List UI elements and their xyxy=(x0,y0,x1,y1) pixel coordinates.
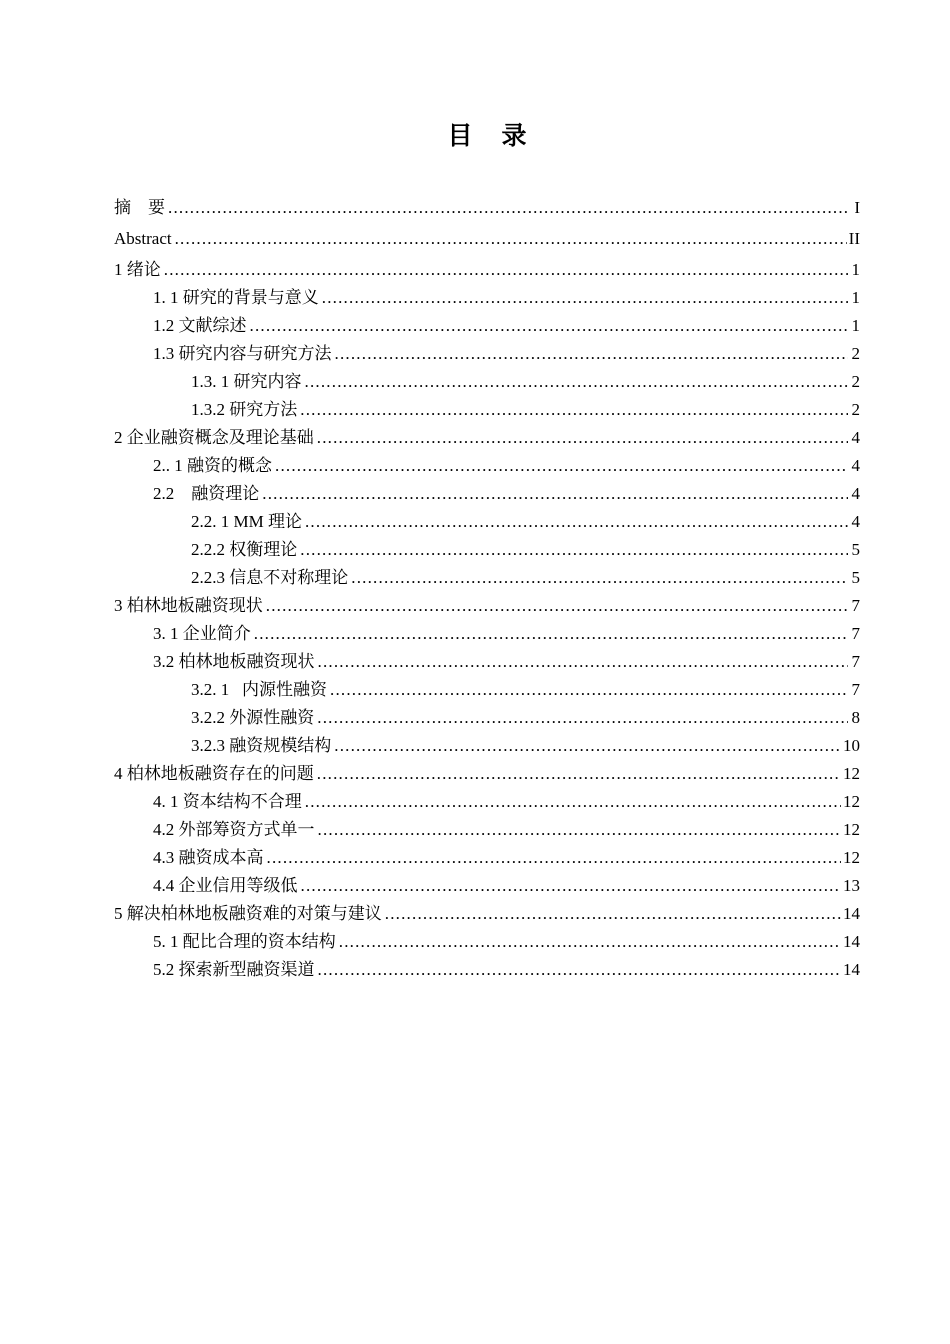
toc-entry-label: 3.2. 1 内源性融资 xyxy=(191,680,327,699)
toc-entry-section-4-4[interactable] xyxy=(114,872,860,900)
toc-entry-page: 7 xyxy=(851,596,860,615)
toc-entry-label: 1 绪论 xyxy=(114,260,161,279)
toc-leader-dots xyxy=(318,648,849,676)
toc-entry-label: 2 企业融资概念及理论基础 xyxy=(114,428,314,447)
toc-entry-label: 2.2.3 信息不对称理论 xyxy=(191,568,349,587)
toc-leader-dots xyxy=(334,732,841,760)
toc-entry-label: 3.2.2 外源性融资 xyxy=(191,708,315,727)
toc-entry-label: 4 柏林地板融资存在的问题 xyxy=(114,764,314,783)
toc-entry-label: 1.2 文献综述 xyxy=(153,316,247,335)
toc-leader-dots xyxy=(339,928,841,956)
toc-entry-abstract-cn[interactable] xyxy=(114,194,860,222)
toc-leader-dots xyxy=(250,312,849,340)
toc-entry-label: 1.3 研究内容与研究方法 xyxy=(153,344,332,363)
toc-entry-section-1-3-1[interactable] xyxy=(114,368,860,396)
toc-entry-page: 5 xyxy=(851,568,860,587)
toc-entry-page: 8 xyxy=(851,708,860,727)
toc-entry-page: 7 xyxy=(851,624,860,643)
toc-entry-page: 4 xyxy=(851,428,860,447)
toc-leader-dots xyxy=(335,340,849,368)
toc-entry-section-3-2-3[interactable] xyxy=(114,732,860,760)
toc-entry-section-1-1[interactable] xyxy=(114,284,860,312)
toc-entry-page: 12 xyxy=(843,848,860,867)
toc-leader-dots xyxy=(300,396,848,424)
toc-leader-dots xyxy=(275,452,848,480)
toc-entry-section-3-2-1[interactable] xyxy=(114,676,860,704)
toc-entry-abstract-en[interactable] xyxy=(114,225,860,253)
toc-entry-page: 14 xyxy=(843,960,860,979)
toc-entry-label: 摘 要 xyxy=(114,198,165,217)
toc-entry-section-1-3-2[interactable] xyxy=(114,396,860,424)
toc-entry-section-2-2-1[interactable] xyxy=(114,508,860,536)
toc-entry-page: 1 xyxy=(851,316,860,335)
toc-entry-label: 4. 1 资本结构不合理 xyxy=(153,792,302,811)
toc-entry-section-5-2[interactable] xyxy=(114,956,860,984)
toc-entry-label: 5. 1 配比合理的资本结构 xyxy=(153,932,336,951)
table-of-contents xyxy=(114,194,860,984)
toc-entry-page: 2 xyxy=(851,344,860,363)
toc-entry-section-2-2-3[interactable] xyxy=(114,564,860,592)
toc-entry-label: Abstract xyxy=(114,229,172,248)
toc-entry-section-4-3[interactable] xyxy=(114,844,860,872)
toc-entry-section-3-1[interactable] xyxy=(114,620,860,648)
toc-entry-label: 2.2. 1 MM 理论 xyxy=(191,512,302,531)
toc-entry-page: 12 xyxy=(843,764,860,783)
toc-entry-section-2-2[interactable] xyxy=(114,480,860,508)
toc-entry-page: 7 xyxy=(851,680,860,699)
toc-entry-page: 7 xyxy=(851,652,860,671)
toc-entry-section-1-2[interactable] xyxy=(114,312,860,340)
toc-leader-dots xyxy=(266,592,848,620)
toc-leader-dots xyxy=(267,844,842,872)
toc-entry-chapter-3[interactable] xyxy=(114,592,860,620)
toc-entry-label: 1.3. 1 研究内容 xyxy=(191,372,302,391)
toc-entry-page: 13 xyxy=(843,876,860,895)
toc-leader-dots xyxy=(301,872,842,900)
toc-leader-dots xyxy=(317,760,841,788)
toc-entry-section-4-2[interactable] xyxy=(114,816,860,844)
toc-entry-page: 4 xyxy=(851,512,860,531)
page-title: 目 录 xyxy=(447,121,529,150)
toc-entry-page: 4 xyxy=(851,484,860,503)
toc-entry-page: I xyxy=(854,198,860,217)
toc-leader-dots xyxy=(254,620,848,648)
toc-leader-dots xyxy=(262,480,848,508)
toc-leader-dots xyxy=(300,536,848,564)
toc-entry-page: 10 xyxy=(843,736,860,755)
toc-leader-dots xyxy=(168,194,848,222)
toc-entry-page: 2 xyxy=(851,372,860,391)
toc-entry-chapter-5[interactable] xyxy=(114,900,860,928)
toc-entry-section-4-1[interactable] xyxy=(114,788,860,816)
toc-leader-dots xyxy=(351,564,848,592)
toc-entry-label: 5 解决柏林地板融资难的对策与建议 xyxy=(114,904,382,923)
toc-leader-dots xyxy=(305,788,841,816)
toc-leader-dots xyxy=(330,676,848,704)
toc-entry-chapter-2[interactable] xyxy=(114,424,860,452)
toc-entry-label: 2.. 1 融资的概念 xyxy=(153,456,272,475)
toc-entry-page: 5 xyxy=(851,540,860,559)
toc-entry-label: 4.2 外部筹资方式单一 xyxy=(153,820,315,839)
toc-entry-page: 1 xyxy=(851,288,860,307)
toc-leader-dots xyxy=(322,284,848,312)
toc-entry-label: 1. 1 研究的背景与意义 xyxy=(153,288,319,307)
toc-entry-page: 1 xyxy=(851,260,860,279)
toc-entry-label: 3.2 柏林地板融资现状 xyxy=(153,652,315,671)
toc-entry-section-2-2-2[interactable] xyxy=(114,536,860,564)
toc-entry-label: 4.4 企业信用等级低 xyxy=(153,876,298,895)
toc-leader-dots xyxy=(318,956,842,984)
toc-entry-page: II xyxy=(848,229,860,248)
toc-leader-dots xyxy=(318,816,842,844)
toc-leader-dots xyxy=(317,424,848,452)
toc-entry-label: 2.2.2 权衡理论 xyxy=(191,540,298,559)
toc-entry-label: 1.3.2 研究方法 xyxy=(191,400,298,419)
toc-entry-label: 2.2 融资理论 xyxy=(153,484,260,503)
toc-entry-page: 2 xyxy=(851,400,860,419)
toc-entry-page: 4 xyxy=(851,456,860,475)
toc-leader-dots xyxy=(164,256,848,284)
toc-entry-label: 3.2.3 融资规模结构 xyxy=(191,736,332,755)
toc-entry-section-1-3[interactable] xyxy=(114,340,860,368)
toc-leader-dots xyxy=(305,508,848,536)
toc-entry-section-3-2-2[interactable] xyxy=(114,704,860,732)
toc-entry-chapter-1[interactable] xyxy=(114,256,860,284)
toc-entry-chapter-4[interactable] xyxy=(114,760,860,788)
toc-entry-label: 5.2 探索新型融资渠道 xyxy=(153,960,315,979)
toc-entry-section-2-1[interactable] xyxy=(114,452,860,480)
toc-entry-section-3-2[interactable] xyxy=(114,648,860,676)
toc-entry-label: 3 柏林地板融资现状 xyxy=(114,596,263,615)
toc-leader-dots xyxy=(305,368,849,396)
toc-leader-dots xyxy=(385,900,841,928)
toc-entry-section-5-1[interactable] xyxy=(114,928,860,956)
toc-leader-dots xyxy=(175,225,847,253)
toc-entry-label: 4.3 融资成本高 xyxy=(153,848,264,867)
toc-leader-dots xyxy=(317,704,848,732)
toc-entry-page: 12 xyxy=(843,792,860,811)
toc-entry-page: 14 xyxy=(843,932,860,951)
toc-entry-page: 12 xyxy=(843,820,860,839)
toc-entry-page: 14 xyxy=(843,904,860,923)
toc-entry-label: 3. 1 企业简介 xyxy=(153,624,251,643)
